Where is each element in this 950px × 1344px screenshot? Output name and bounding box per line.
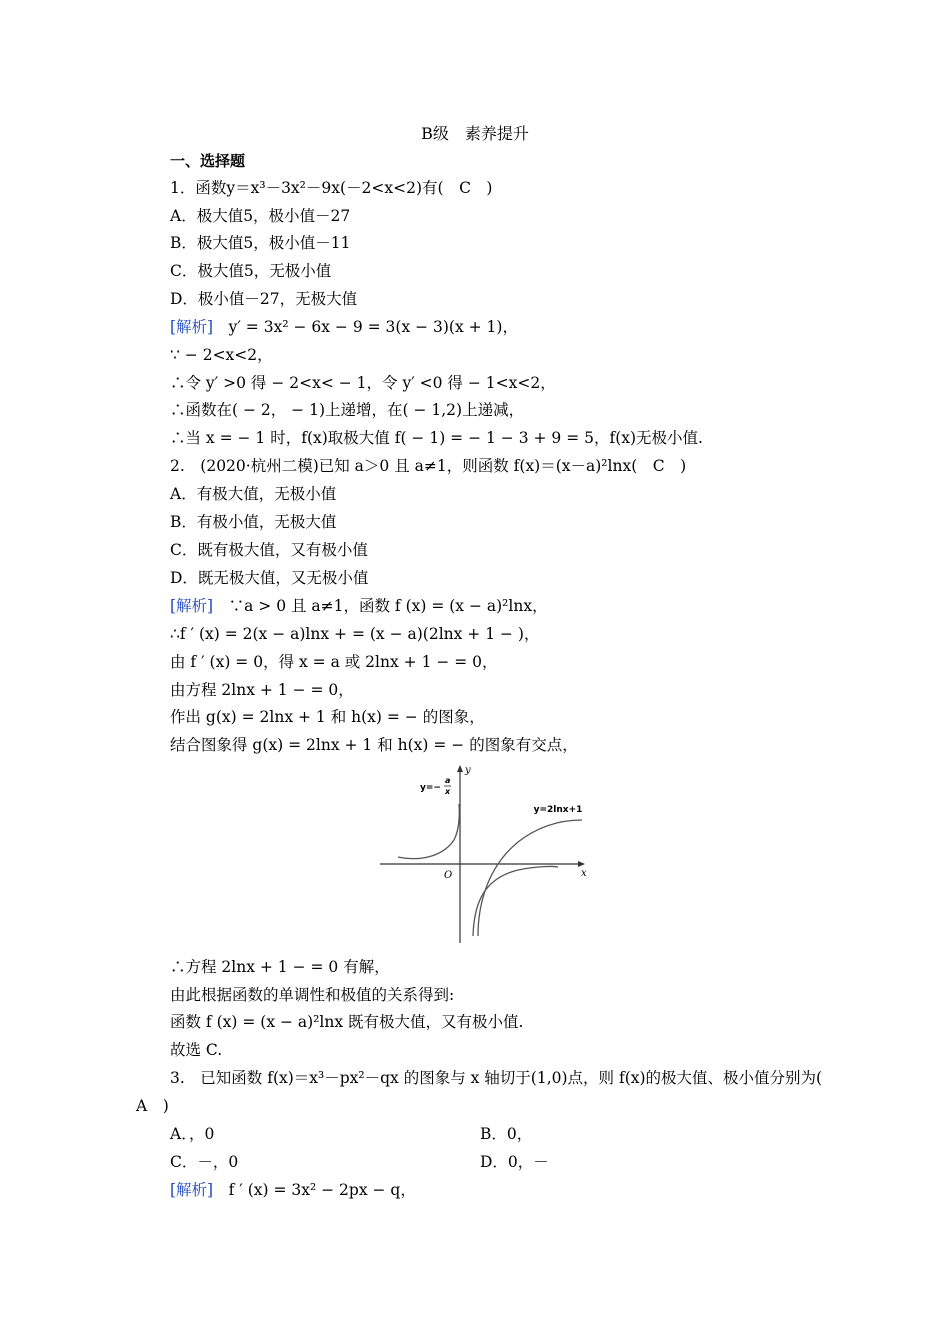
curve-h (398, 804, 459, 859)
q3-option-b: B．0， (480, 1125, 533, 1143)
label-h-numerator: a (445, 776, 451, 785)
function-graph-figure (378, 760, 592, 944)
q2-solution-line: 故选 C. (170, 1041, 223, 1059)
q2-solution-line: ∴方程 2lnx + 1 − = 0 有解， (170, 958, 390, 976)
solution-label: [解析] (170, 1181, 214, 1199)
label-g: y=2lnx+1 (533, 805, 583, 815)
origin-label: O (444, 870, 453, 881)
q2-solution-line: 函数 f (x) = (x − a)²lnx 既有极大值，又有极小值. (170, 1013, 524, 1031)
q1-solution-line: ∴令 y′ >0 得 − 2<x< − 1，令 y′ <0 得 − 1<x<2， (170, 374, 556, 392)
section-heading: 一、选择题 (170, 152, 246, 170)
q3-option-d: D．0，－ (480, 1153, 549, 1171)
curve-g (478, 820, 582, 936)
q1-solution-line: ∵ − 2<x<2， (170, 346, 273, 364)
curve-h-right (473, 866, 558, 936)
solution-label: [解析] (170, 318, 214, 336)
q3-solution-line (170, 1180, 416, 1200)
q1-option-d: D．极小值－27，无极大值 (170, 290, 358, 308)
q1-option-b: B．极大值5，极小值－11 (170, 234, 351, 252)
q1-option-a: A．极大值5，极小值－27 (170, 207, 351, 225)
solution-text: ∵a > 0 且 a≠1，函数 f (x) = (x − a)²lnx， (213, 597, 548, 615)
label-h-denominator: x (445, 787, 451, 796)
q3-option-a: A．，0 (170, 1125, 215, 1143)
q2-solution-line: 作出 g(x) = 2lnx + 1 和 h(x) = − 的图象， (170, 708, 485, 726)
q3-stem-continued: A ) (136, 1097, 169, 1115)
axis-y-label: y (465, 765, 471, 776)
q1-solution-line: ∴函数在( − 2， − 1)上递增，在( − 1,2)上递减， (170, 401, 525, 419)
q1-solution-line (170, 317, 518, 337)
solution-text: y′ = 3x² − 6x − 9 = 3(x − 3)(x + 1)， (213, 318, 518, 336)
q2-solution-line: ∴f ′ (x) = 2(x − a)lnx + = (x − a)(2lnx + 1 − )， (170, 625, 540, 643)
q1-option-c: C．极大值5，无极小值 (170, 262, 332, 280)
q2-solution-line (170, 596, 548, 616)
q2-option-b: B．有极小值，无极大值 (170, 513, 337, 531)
q2-solution-line: 由此根据函数的单调性和极值的关系得到: (170, 986, 455, 1004)
q2-option-d: D．既无极大值，又无极小值 (170, 569, 369, 587)
q2-option-a: A．有极大值，无极小值 (170, 485, 337, 503)
q1-stem: 1．函数y＝x³－3x²－9x(－2<x<2)有( C ) (170, 179, 493, 197)
solution-text: f ′ (x) = 3x² − 2px − q， (213, 1181, 416, 1199)
q2-solution-line: 由 f ′ (x) = 0，得 x = a 或 2lnx + 1 − = 0， (170, 653, 498, 671)
q3-stem: 3. 已知函数 f(x)＝x³－px²－qx 的图象与 x 轴切于(1,0)点，则 f(x)的极大值、极小值分别为( (170, 1069, 823, 1087)
q2-solution-line: 结合图象得 g(x) = 2lnx + 1 和 h(x) = − 的图象有交点， (170, 736, 578, 754)
q3-option-c: C．－，0 (170, 1153, 239, 1171)
q1-solution-line: ∴当 x = − 1 时，f(x)取极大值 f( − 1) = − 1 − 3 + 9 = 5，f(x)无极小值. (170, 429, 703, 447)
solution-label: [解析] (170, 597, 214, 615)
page-title: B级 素养提升 (421, 124, 529, 143)
q2-option-c: C．既有极大值，又有极小值 (170, 541, 368, 559)
axis-x-label: x (581, 868, 587, 879)
q2-solution-line: 由方程 2lnx + 1 − = 0， (170, 681, 354, 699)
label-h: y=− (420, 783, 441, 793)
q2-stem: 2. (2020·杭州二模)已知 a＞0 且 a≠1，则函数 f(x)＝(x－a)²lnx( C ) (170, 457, 687, 475)
